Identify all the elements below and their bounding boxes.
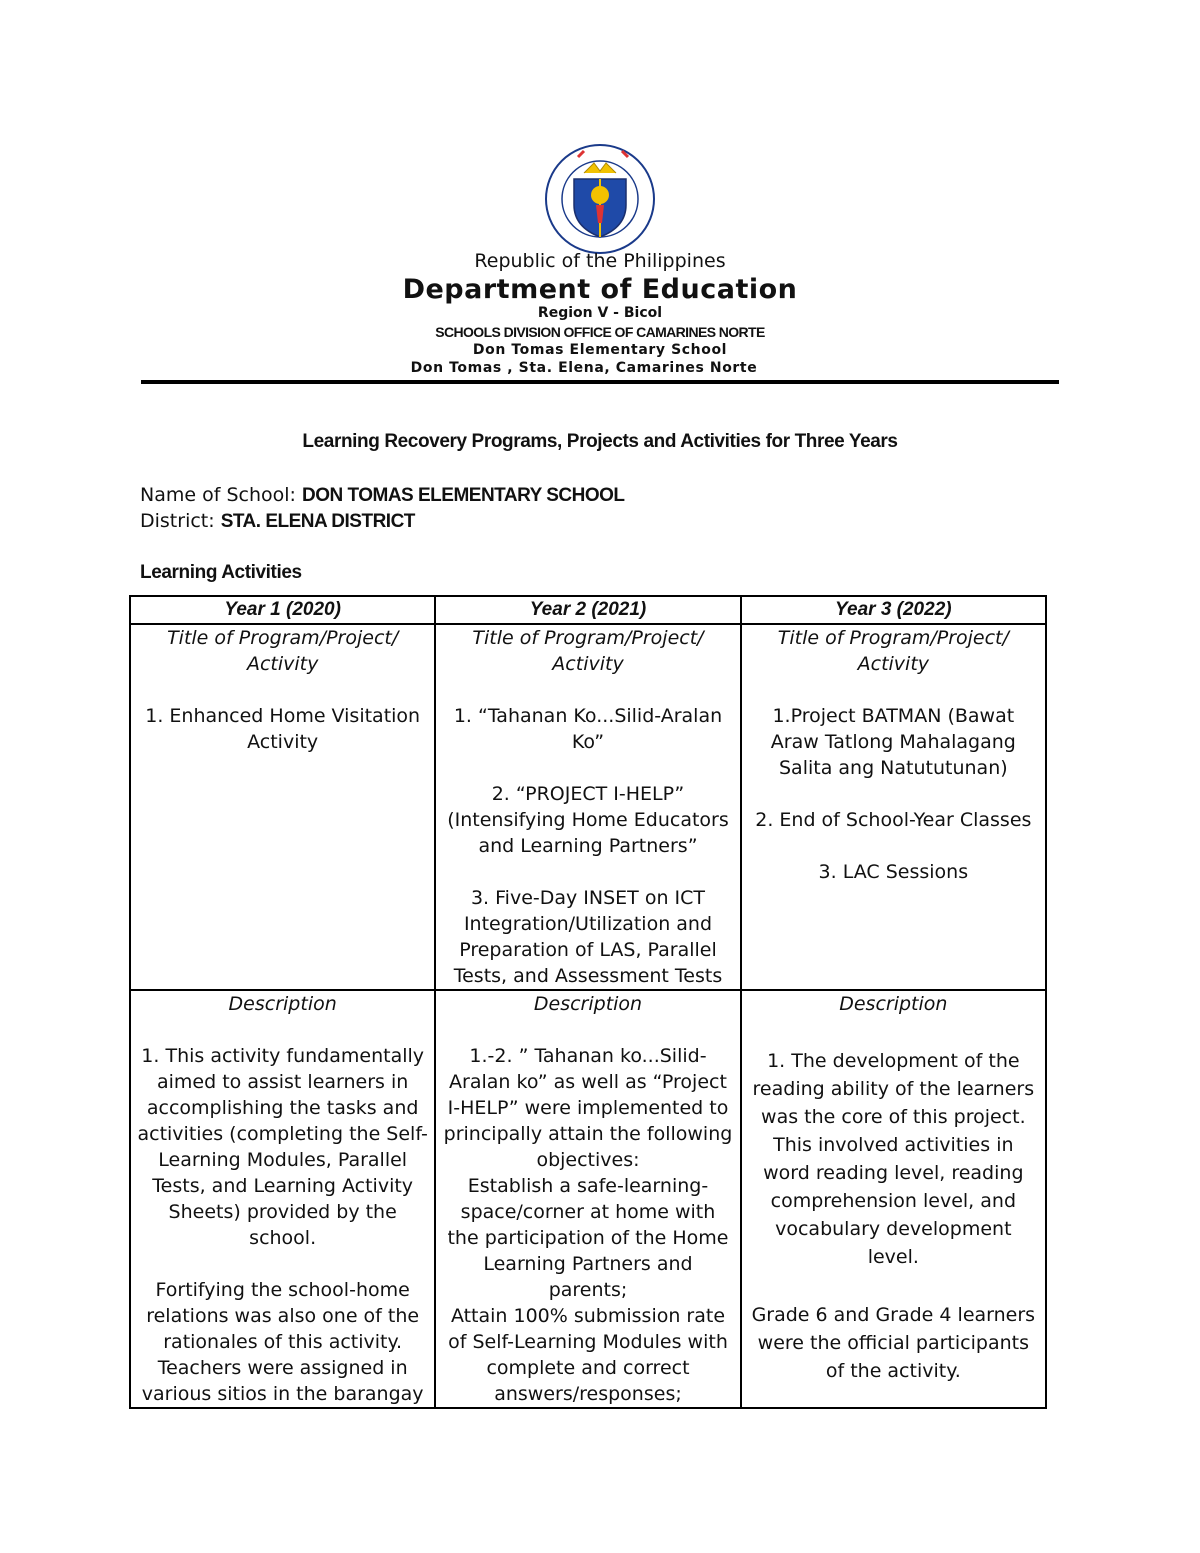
- document-title: Learning Recovery Programs, Projects and Activities for Three Years: [302, 431, 898, 452]
- department-name: Department of Education: [402, 274, 798, 305]
- division-line: SCHOOLS DIVISION OFFICE OF CAMARINES NORTE: [435, 324, 765, 340]
- title-item: 1. “Tahanan Ko...Silid-Aralan Ko”: [453, 705, 723, 753]
- table-cell: [130, 990, 435, 1408]
- description-text: Attain 100% submission rate of Self-Learning Modules with complete and correct answers/responses;: [448, 1305, 728, 1405]
- description-text: Grade 6 and Grade 4 learners were the official participants of the activity.: [751, 1304, 1036, 1382]
- table-cell: [741, 990, 1046, 1408]
- year-header: Year 1 (2020): [130, 596, 435, 624]
- year-header: Year 2 (2021): [435, 596, 740, 624]
- description-label: Description: [533, 993, 643, 1015]
- district-label: District:: [140, 510, 221, 532]
- region-line: Region V - Bicol: [537, 305, 663, 321]
- republic-line: Republic of the Philippines: [474, 250, 726, 272]
- title-item: 1. Enhanced Home Visitation Activity: [145, 705, 421, 753]
- table-cell: [130, 624, 435, 990]
- deped-seal-logo: [544, 143, 656, 255]
- table-header-row: [130, 596, 1046, 624]
- school-field: [140, 484, 625, 507]
- description-text: Fortifying the school-home relations was also one of the rationales of this activity. Teachers were assigned in various sitios in the barangay: [141, 1279, 424, 1405]
- description-text: Establish a safe-learning-space/corner at home with the participation of the Home Learning Partners and parents;: [447, 1175, 729, 1301]
- table-cell: [741, 624, 1046, 990]
- title-label: Title of Program/Project/ Activity: [472, 627, 704, 675]
- description-text: 1.-2. ” Tahanan ko...Silid-Aralan ko” as well as “Project I-HELP” were implemented to principally attain the following objectives:: [443, 1045, 733, 1171]
- year-header: Year 3 (2022): [741, 596, 1046, 624]
- title-item: 3. Five-Day INSET on ICT Integration/Utilization and Preparation of LAS, Parallel Tests, and Assessment Tests: [453, 887, 723, 987]
- school-name-line: Don Tomas Elementary School: [472, 342, 728, 358]
- header-divider: [141, 380, 1059, 384]
- title-item: 3. LAC Sessions: [818, 861, 969, 883]
- title-label: Title of Program/Project/ Activity: [777, 627, 1009, 675]
- title-item: 1.Project BATMAN (Bawat Araw Tatlong Mahalagang Salita ang Natututunan): [770, 705, 1016, 779]
- section-heading: Learning Activities: [140, 562, 302, 583]
- district-field: [140, 510, 415, 533]
- learning-activities-table: [129, 595, 1047, 1409]
- table-row-descriptions: [130, 990, 1046, 1408]
- title-item: 2. End of School-Year Classes: [755, 809, 1032, 831]
- title-label: Title of Program/Project/ Activity: [167, 627, 399, 675]
- description-text: 1. The development of the reading ability of the learners was the core of this project. This involved activities in word reading level, reading comprehension level, and vocabulary development level.: [752, 1050, 1035, 1268]
- table-cell: [435, 990, 740, 1408]
- title-item: 2. “PROJECT I-HELP” (Intensifying Home Educators and Learning Partners”: [447, 783, 729, 857]
- school-label: Name of School:: [140, 484, 302, 506]
- district-value: STA. ELENA DISTRICT: [220, 511, 415, 532]
- school-address-line: Don Tomas , Sta. Elena, Camarines Norte: [410, 360, 758, 376]
- description-label: Description: [228, 993, 337, 1015]
- description-text: 1. This activity fundamentally aimed to assist learners in accomplishing the tasks and activities (completing the Self-Learning Modules, Parallel Tests, and Learning Activity Sheets) provided by the school.: [137, 1045, 428, 1249]
- table-row-titles: [130, 624, 1046, 990]
- table-cell: [435, 624, 740, 990]
- school-value: DON TOMAS ELEMENTARY SCHOOL: [301, 485, 625, 506]
- description-label: Description: [839, 993, 948, 1015]
